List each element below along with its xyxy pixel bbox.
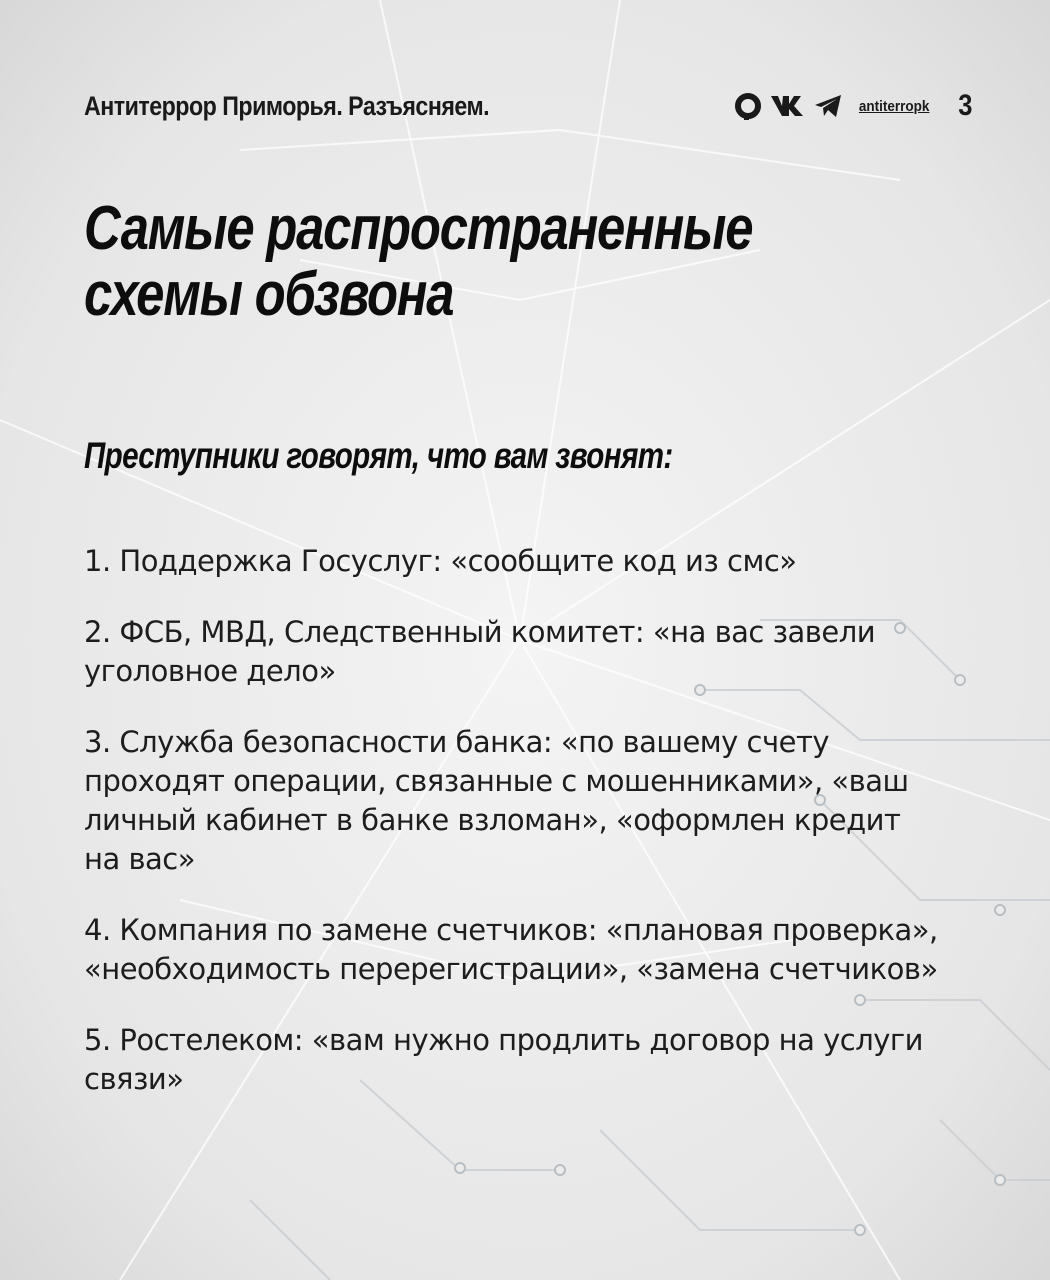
list-item: 4. Компания по замене счетчиков: «плановая проверка», «необходимость перерегистрации», «замена счетчиков» [84,913,938,986]
page-title [84,196,822,328]
list-item: 2. ФСБ, МВД, Следственный комитет: «на вас завели уголовное дело» [84,615,876,688]
social-handle[interactable]: antiterropk [858,97,930,115]
header-title: Антитеррор Приморья. Разъясняем. [84,90,490,121]
list-item: 1. Поддержка Госуслуг: «сообщите код из смс» [84,544,797,578]
page-number: 3 [958,89,973,122]
list-item: 5. Ростелеком: «вам нужно продлить договор на услуги связи» [84,1023,923,1096]
vk-icon[interactable] [769,93,807,119]
title-line-2: схемы обзвона [84,260,454,329]
subtitle: Преступники говорят, что вам звонят: [84,435,673,476]
ok-icon[interactable] [733,91,763,121]
scheme-list [84,542,944,1131]
social-links [733,89,974,123]
telegram-icon[interactable] [813,93,843,119]
header [84,84,974,128]
title-line-1: Самые распространенные [84,194,753,263]
list-item: 3. Служба безопасности банка: «по вашему счету проходят операции, связанные с мошенниками», «ваш личный кабинет в банке взломан», «оформлен кредит на вас» [84,725,909,876]
